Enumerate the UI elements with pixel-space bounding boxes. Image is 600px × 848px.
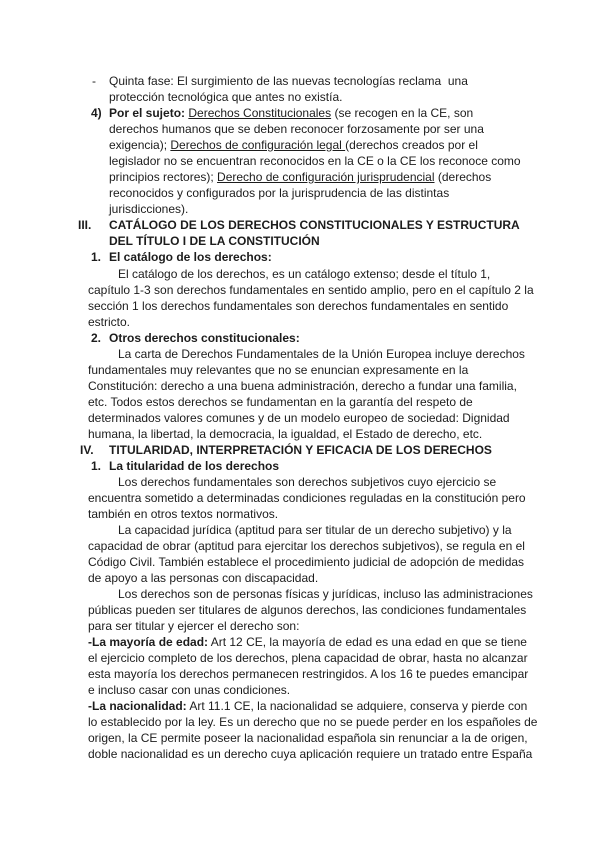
text-line: La capacidad jurídica (aptitud para ser titular de un derecho subjetivo) y la bbox=[118, 523, 512, 537]
underlined-term: Derecho de configuración jurisprudencial bbox=[217, 170, 435, 184]
section-heading: TITULARIDAD, INTERPRETACIÓN Y EFICACIA DE LOS DERECHOS bbox=[109, 443, 492, 457]
text-line: doble nacionalidad es un derecho cuya aplicación requiere un tratado entre España bbox=[88, 747, 533, 761]
subsection-number: 1. bbox=[91, 459, 102, 473]
term-heading: -La nacionalidad: bbox=[88, 699, 187, 713]
text-line: derechos humanos que se deben reconocer forzosamente por ser una bbox=[109, 122, 484, 136]
text-line: origen, la CE permite poseer la nacionalidad española sin renunciar a la de origen, bbox=[88, 731, 528, 745]
subsection-heading: La titularidad de los derechos bbox=[109, 459, 280, 473]
section-number: IV. bbox=[80, 443, 94, 457]
text-line: encuentra sometido a determinadas condiciones reguladas en la constitución pero bbox=[88, 491, 526, 505]
text-line: jurisdicciones). bbox=[109, 202, 189, 216]
text-line: legislador no se encuentran reconocidos en la CE o la CE los reconoce como bbox=[109, 154, 521, 168]
text-line bbox=[109, 137, 478, 153]
text-line bbox=[88, 634, 527, 650]
text-line: estricto. bbox=[88, 315, 131, 329]
text-line: también en otros textos normativos. bbox=[88, 507, 279, 521]
text-line: lo establecido por la ley. Es un derecho que no se puede perder en los españoles de bbox=[88, 715, 538, 729]
text-line: capítulo 1-3 son derechos fundamentales en sentido amplio, pero en el capítulo 2 la bbox=[88, 283, 534, 297]
section-heading: CATÁLOGO DE LOS DERECHOS CONSTITUCIONALES Y ESTRUCTURA bbox=[109, 218, 520, 232]
term-heading: -La mayoría de edad: bbox=[88, 635, 209, 649]
text-line: sección 1 los derechos fundamentales son derechos fundamentales en sentido bbox=[88, 299, 509, 313]
list-number: 4) bbox=[91, 106, 102, 120]
text-line: humana, la libertad, la democracia, la igualdad, el Estado de derecho, etc. bbox=[88, 427, 483, 441]
text-line bbox=[109, 169, 491, 185]
text-line: protección tecnológica que antes no existía. bbox=[109, 90, 343, 104]
text-line: públicas pueden ser titulares de algunos derechos, las condiciones fundamentales bbox=[88, 603, 527, 617]
text-line: de apoyo a las personas con discapacidad. bbox=[88, 571, 319, 585]
underlined-term: Derechos Constitucionales bbox=[188, 106, 332, 120]
subsection-heading: El catálogo de los derechos: bbox=[109, 250, 272, 264]
text-line: capacidad de obrar (aptitud para ejercitar los derechos subjetivos), se regula en el bbox=[88, 539, 525, 553]
text-line: el ejercicio completo de los derechos, plena capacidad de obrar, hasta no alcanzar bbox=[88, 651, 528, 665]
subsection-number: 1. bbox=[91, 250, 102, 264]
text-span: (derechos bbox=[434, 170, 492, 184]
text-line: Código Civil. También establece el procedimiento judicial de adopción de medidas bbox=[88, 555, 525, 569]
text-line: Los derechos fundamentales son derechos subjetivos cuyo ejercicio se bbox=[118, 475, 497, 489]
text-span: Art 11.1 CE, la nacionalidad se adquiere, conserva y pierde con bbox=[186, 699, 528, 713]
text-line: fundamentales muy relevantes que no se enuncian expresamente en la bbox=[88, 363, 469, 377]
text-line: reconocidos y configurados por la jurisprudencia de las distintas bbox=[109, 186, 450, 200]
text-span: Art 12 CE, la mayoría de edad es una edad en que se tiene bbox=[208, 635, 527, 649]
text-span: (derechos creados por el bbox=[345, 138, 478, 152]
text-line: El catálogo de los derechos, es un catálogo extenso; desde el título 1, bbox=[118, 267, 491, 281]
section-number: III. bbox=[78, 218, 92, 232]
text-line: Constitución: derecho a una buena administración, derecho a fundar una familia, bbox=[88, 379, 517, 393]
subsection-number: 2. bbox=[91, 331, 102, 345]
underlined-term: Derechos de configuración legal bbox=[170, 138, 346, 152]
subsection-heading: Otros derechos constitucionales: bbox=[109, 331, 300, 345]
text-span: principios rectores); bbox=[109, 170, 218, 184]
text-span: exigencia); bbox=[109, 138, 171, 152]
term-heading: Por el sujeto: bbox=[109, 106, 186, 120]
text-line: e incluso casar con unas condiciones. bbox=[88, 683, 291, 697]
text-line: etc. Todos estos derechos se fundamentan en la garantía del respeto de bbox=[88, 395, 473, 409]
text-line: determinados valores comunes y de un modelo europeo de sociedad: Dignidad bbox=[88, 411, 510, 425]
text-line: Quinta fase: El surgimiento de las nuevas tecnologías reclama una bbox=[109, 74, 468, 88]
text-line: esta mayoría los derechos permanecen restringidos. A los 16 te puedes emancipar bbox=[88, 667, 529, 681]
section-heading: DEL TÍTULO I DE LA CONSTITUCIÓN bbox=[109, 234, 320, 248]
text-span: (se recogen en la CE, son bbox=[331, 106, 474, 120]
text-line bbox=[88, 698, 527, 714]
text-line: para ser titular y ejercer el derecho son: bbox=[88, 619, 300, 633]
text-line: La carta de Derechos Fundamentales de la Unión Europea incluye derechos bbox=[118, 347, 525, 361]
list-bullet-dash: - bbox=[92, 74, 96, 88]
text-line: Los derechos son de personas físicas y jurídicas, incluso las administraciones bbox=[118, 587, 533, 601]
text-line bbox=[109, 105, 473, 121]
